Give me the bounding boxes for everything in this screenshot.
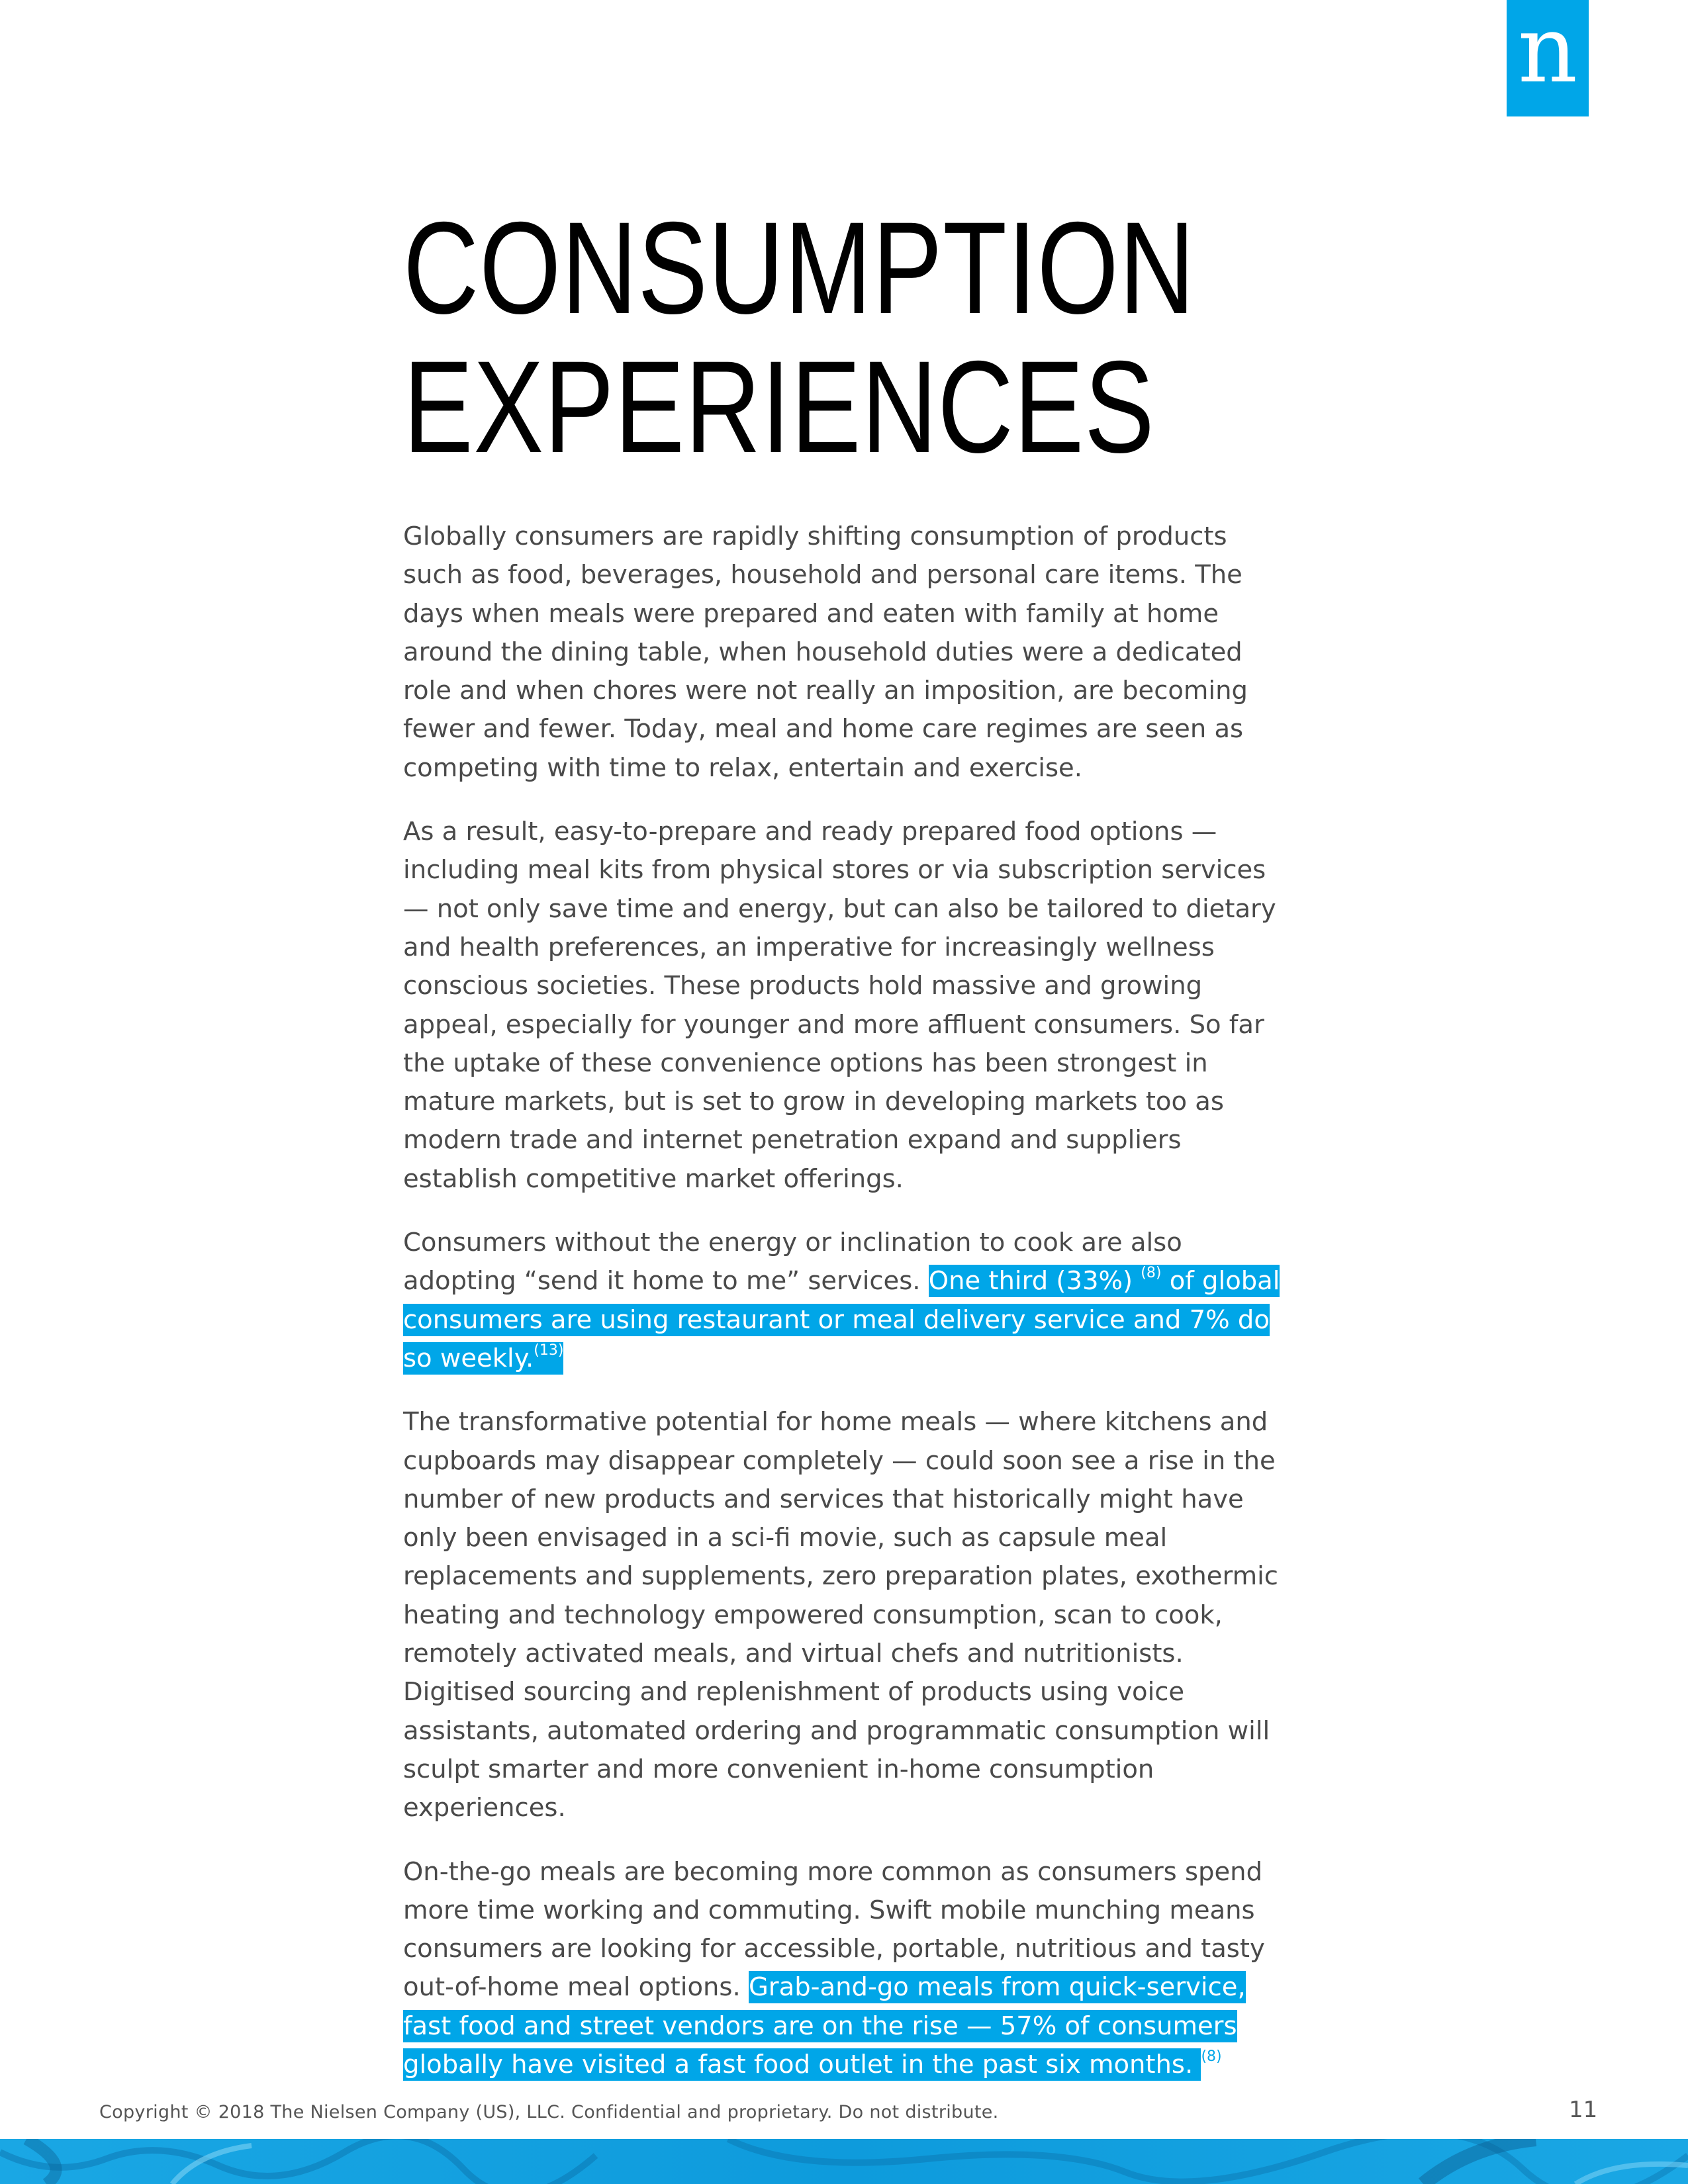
title-line-2: EXPERIENCES xyxy=(403,334,1155,480)
paragraph-5-intro: On-the-go meals are becoming more common as consumers spend more time working and commuting. Swift mobile munching means consumers are looking for accessible, portable, nutritious and tasty out-of-home meal options. xyxy=(403,1856,1265,2003)
paragraph-5 xyxy=(403,1853,1290,2085)
paragraph-3 xyxy=(403,1224,1290,1378)
highlight-delivery-part-1: One third (33%) xyxy=(928,1266,1141,1297)
reference-13: (13) xyxy=(534,1342,564,1359)
paragraph-1: Globally consumers are rapidly shifting consumption of products such as food, beverages, household and personal care items. The days when meals were prepared and eaten with family at home around the dining table, when household duties were a dedicated role and when chores were not really an imposition, are becoming fewer and fewer. Today, meal and home care regimes are seen as competing with time to relax, entertain and exercise. xyxy=(403,522,1248,783)
paragraph-2: As a result, easy-to-prepare and ready prepared food options — including meal kits from physical stores or via subscription services — not only save time and energy, but can also be tailored to dietary and health preferences, an imperative for increasingly wellness conscious societies. These products hold massive and growing appeal, especially for younger and more affluent consumers. So far the uptake of these convenience options has been strongest in mature markets, but is set to grow in developing markets too as modern trade and internet penetration expand and suppliers establish competitive market offerings. xyxy=(403,817,1276,1194)
paragraph-3-intro: Consumers without the energy or inclination to cook are also adopting “send it home to me” services. xyxy=(403,1228,1182,1297)
article-body xyxy=(403,518,1290,2109)
reference-8-second: (8) xyxy=(1201,2048,1222,2065)
paragraph-4: The transformative potential for home meals — where kitchens and cupboards may disappear completely — could soon see a rise in the number of new products and services that historically might have only been envisaged in a sci-fi movie, such as capsule meal replacements and supplements, zero preparation plates, exothermic heating and technology empowered consumption, scan to cook, remotely activated meals, and virtual chefs and nutritionists. Digitised sourcing and replenishment of products using voice assistants, automated ordering and programmatic consumption will sculpt smarter and more convenient in-home consumption experiences. xyxy=(403,1407,1278,1823)
highlight-delivery-part-2: of global consumers are using restaurant or meal delivery service and 7% do so weekly. xyxy=(403,1266,1280,1373)
nielsen-logo xyxy=(1507,0,1589,116)
copyright-notice: Copyright © 2018 The Nielsen Company (US), LLC. Confidential and proprietary. Do not distribute. xyxy=(99,2102,999,2122)
decorative-footer-band xyxy=(0,2139,1688,2184)
reference-8: (8) xyxy=(1141,1265,1162,1282)
title-line-1: CONSUMPTION xyxy=(403,195,1196,341)
page-title xyxy=(403,195,1393,480)
page-number: 11 xyxy=(1569,2097,1598,2123)
logo-letter: n xyxy=(1517,0,1578,104)
highlight-fast-food-stat: Grab-and-go meals from quick-service, fast food and street vendors are on the rise — 57% of consumers globally have visited a fast food outlet in the past six months. xyxy=(403,1972,1246,2079)
